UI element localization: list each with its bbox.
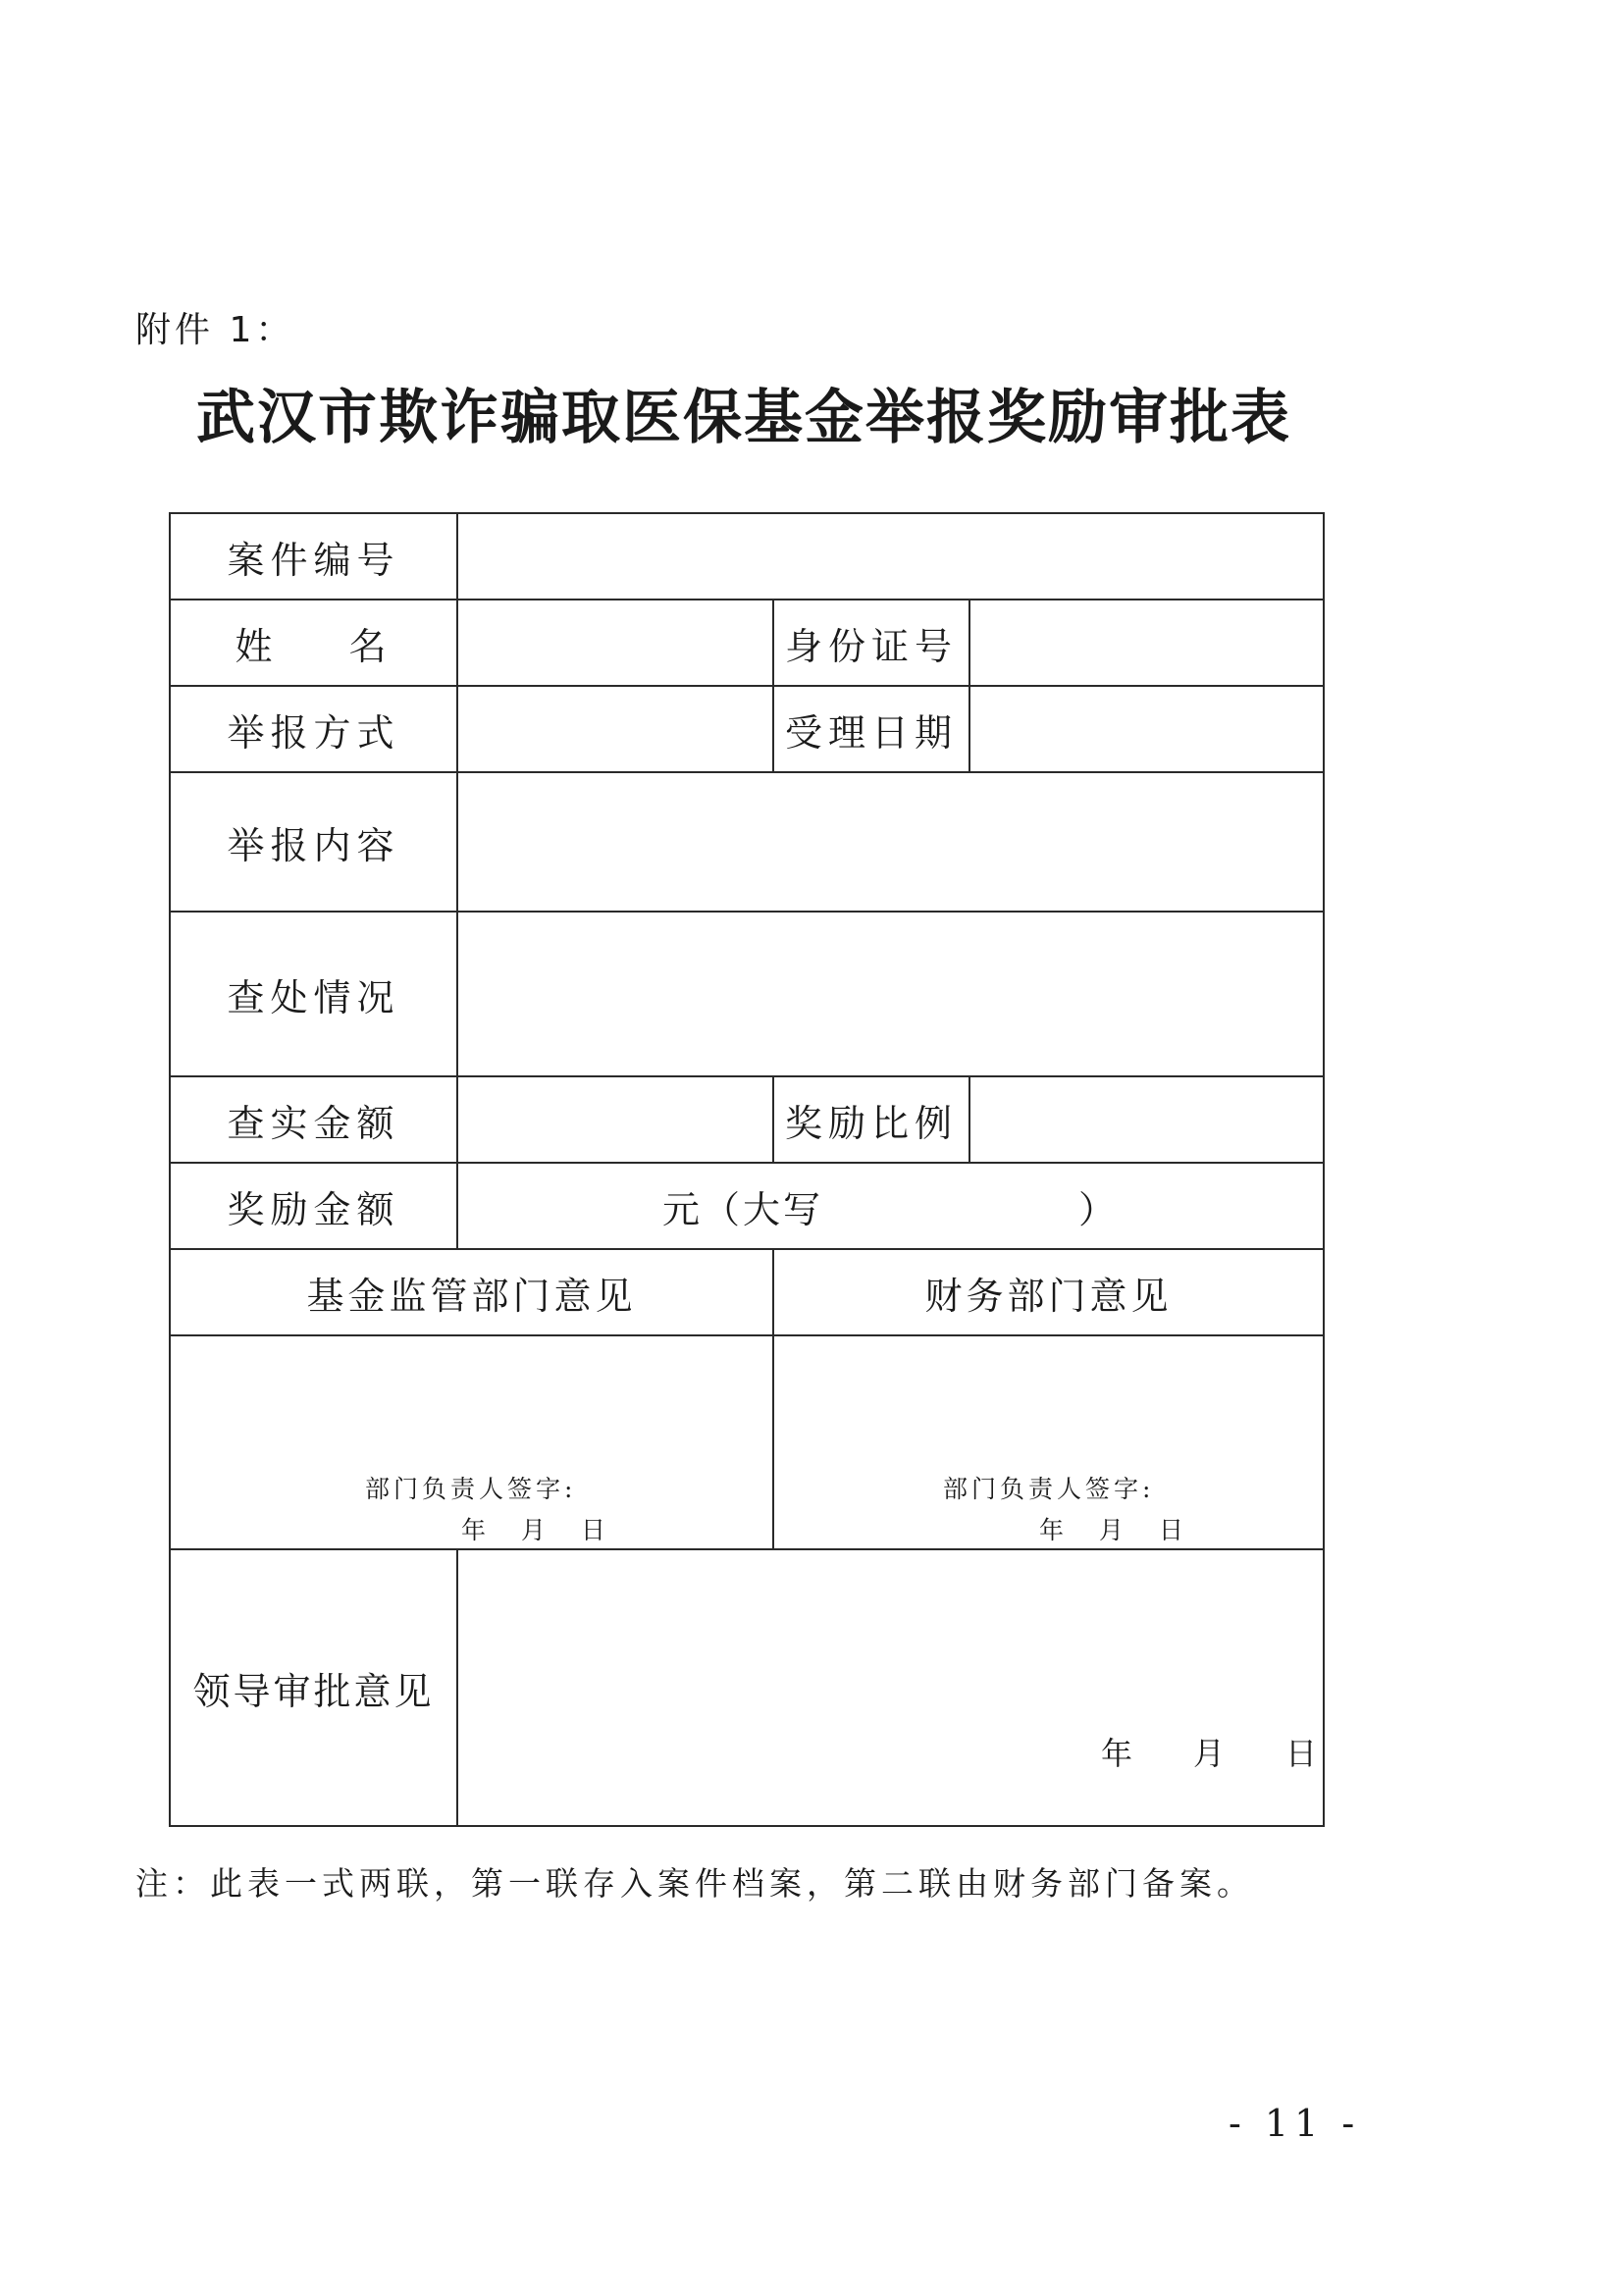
id-no-field[interactable] [969, 600, 1324, 686]
amount-unit-text: 元（大写 [662, 1187, 824, 1231]
attachment-label: 附件 1： [135, 310, 295, 350]
fund-opinion-header: 基金监管部门意见 [170, 1249, 773, 1335]
investigation-label: 查处情况 [170, 912, 457, 1076]
fund-opinion-field[interactable] [170, 1335, 773, 1549]
finance-month: 月 [1099, 1516, 1125, 1544]
fund-date-line [461, 1511, 605, 1546]
leader-date-line [1101, 1729, 1317, 1774]
report-method-label: 举报方式 [170, 686, 457, 772]
page-number: - 11 - [1229, 2102, 1361, 2145]
reward-ratio-field[interactable] [969, 1076, 1324, 1163]
fund-month: 月 [521, 1516, 547, 1544]
leader-day: 日 [1285, 1735, 1318, 1772]
name-field[interactable] [457, 600, 773, 686]
accept-date-label: 受理日期 [773, 686, 969, 772]
report-method-field[interactable] [457, 686, 773, 772]
leader-opinion-label: 领导审批意见 [170, 1549, 457, 1826]
footer-note: 注：此表一式两联，第一联存入案件档案，第二联由财务部门备案。 [135, 1864, 1254, 1903]
finance-opinion-header: 财务部门意见 [773, 1249, 1324, 1335]
name-label: 姓 名 [170, 600, 457, 686]
finance-day: 日 [1159, 1516, 1184, 1544]
leader-year: 年 [1101, 1735, 1133, 1772]
id-no-label: 身份证号 [773, 600, 969, 686]
verified-amount-label: 查实金额 [170, 1076, 457, 1163]
leader-month: 月 [1193, 1735, 1226, 1772]
form-title: 武汉市欺诈骗取医保基金举报奖励审批表 [196, 384, 1291, 452]
case-no-label: 案件编号 [170, 513, 457, 600]
report-content-field[interactable] [457, 772, 1324, 912]
reward-ratio-label: 奖励比例 [773, 1076, 969, 1163]
approval-form-table [169, 512, 1325, 1827]
reward-amount-label: 奖励金额 [170, 1163, 457, 1249]
report-content-label: 举报内容 [170, 772, 457, 912]
verified-amount-field[interactable] [457, 1076, 773, 1163]
fund-signature-label: 部门负责人签字: [365, 1475, 577, 1503]
accept-date-field[interactable] [969, 686, 1324, 772]
finance-year: 年 [1039, 1516, 1065, 1544]
finance-signature-label: 部门负责人签字: [943, 1475, 1155, 1503]
finance-opinion-field[interactable] [773, 1335, 1324, 1549]
leader-opinion-field[interactable] [457, 1549, 1324, 1826]
reward-amount-field[interactable] [457, 1163, 1324, 1249]
case-no-field[interactable] [457, 513, 1324, 600]
fund-day: 日 [581, 1516, 606, 1544]
investigation-field[interactable] [457, 912, 1324, 1076]
finance-date-line [1039, 1511, 1183, 1546]
fund-year: 年 [461, 1516, 487, 1544]
amount-close-paren: ） [1078, 1187, 1120, 1231]
